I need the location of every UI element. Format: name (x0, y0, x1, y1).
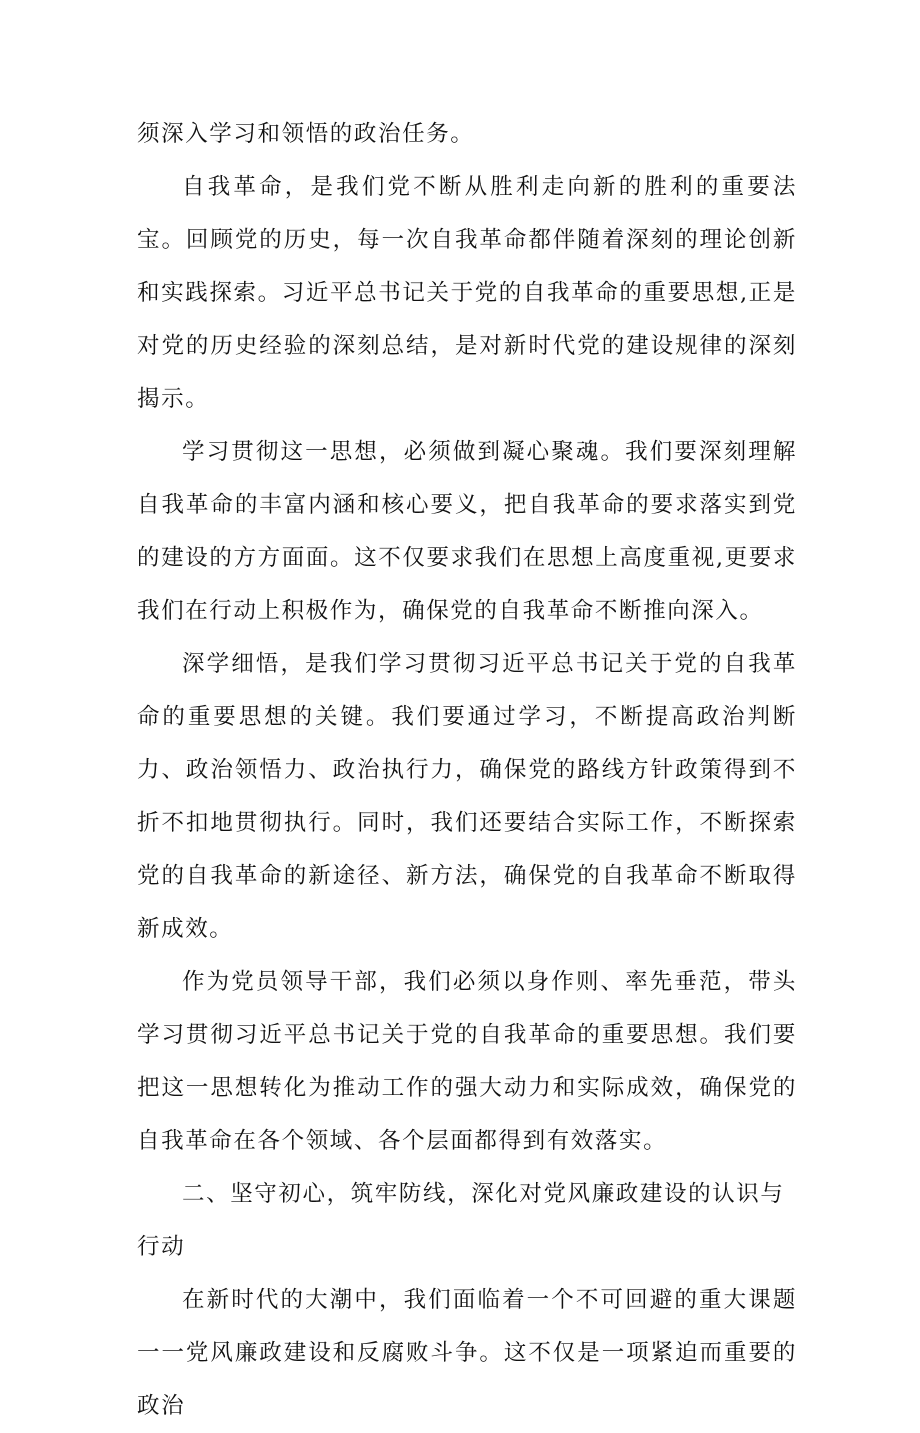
paragraph-leading-cadres: 作为党员领导干部，我们必须以身作则、率先垂范，带头学习贯彻习近平总书记关于党的自我革命的重要思想。我们要把这一思想转化为推动工作的强大动力和实际成效，确保党的自我革命在各个领域、各个层面都得到有效落实。 (137, 969, 797, 1154)
paragraph-deep-study: 深学细悟，是我们学习贯彻习近平总书记关于党的自我革命的重要思想的关键。我们要通过学习，不断提高政治判断力、政治领悟力、政治执行力，确保党的路线方针政策得到不折不扣地贯彻执行。同时，我们还要结合实际工作，不断探索党的自我革命的新途径、新方法，确保党的自我革命不断取得新成效。 (137, 651, 797, 942)
document-body (137, 108, 797, 1433)
paragraph-self-revolution: 自我革命，是我们党不断从胜利走向新的胜利的重要法宝。回顾党的历史，每一次自我革命都伴随着深刻的理论创新和实践探索。习近平总书记关于党的自我革命的重要思想,正是对党的历史经验的深刻总结，是对新时代党的建设规律的深刻揭示。 (137, 174, 797, 412)
paragraph-new-era: 在新时代的大潮中，我们面临着一个不可回避的重大课题一一党风廉政建设和反腐败斗争。这不仅是一项紧迫而重要的政治 (137, 1287, 797, 1419)
section-heading: 二、坚守初心，筑牢防线，深化对党风廉政建设的认识与行动 (137, 1181, 785, 1260)
paragraph-continuation: 须深入学习和领悟的政治任务。 (137, 121, 475, 147)
paragraph-study-implement: 学习贯彻这一思想，必须做到凝心聚魂。我们要深刻理解自我革命的丰富内涵和核心要义，把自我革命的要求落实到党的建设的方方面面。这不仅要求我们在思想上高度重视,更要求我们在行动上积极作为，确保党的自我革命不断推向深入。 (137, 439, 797, 624)
